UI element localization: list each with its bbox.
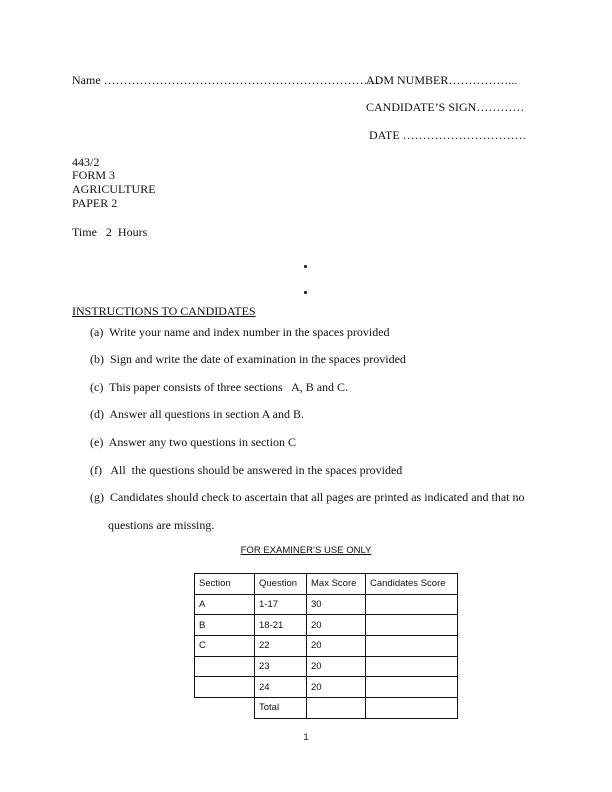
table-cell: 24 — [255, 677, 307, 698]
table-cell: Total — [255, 698, 307, 719]
table-cell — [195, 656, 255, 677]
table-cell — [366, 677, 458, 698]
table-cell: 22 — [255, 636, 307, 657]
candidate-sign-field: CANDIDATE’S SIGN………… — [366, 100, 525, 114]
table-header: Question — [255, 574, 307, 595]
table-header-row — [195, 574, 458, 595]
table-row — [195, 615, 458, 636]
table-cell: C — [195, 636, 255, 657]
table-cell — [195, 677, 255, 698]
table-cell — [366, 656, 458, 677]
table-cell: 20 — [307, 636, 366, 657]
table-cell — [307, 698, 366, 719]
table-cell — [366, 698, 458, 719]
name-field: Name …………………………………………………………… — [72, 73, 380, 87]
table-cell: B — [195, 615, 255, 636]
table-cell: 18-21 — [255, 615, 307, 636]
table-cell — [366, 594, 458, 615]
table-cell: 23 — [255, 656, 307, 677]
table-header: Candidates Score — [366, 574, 458, 595]
page-number: 1 — [303, 732, 309, 743]
instruction-item: (a) Write your name and index number in the spaces provided — [90, 325, 390, 339]
instruction-item: (g) Candidates should check to ascertain that all pages are printed as indicated and that no — [90, 490, 525, 504]
instruction-item: (c) This paper consists of three sections A, B and C. — [90, 380, 349, 394]
table-row-total — [195, 698, 458, 719]
date-field: DATE …………………………. — [369, 128, 526, 142]
instruction-item: (f) All the questions should be answered in the spaces provided — [90, 463, 403, 477]
table-cell: 20 — [307, 615, 366, 636]
table-cell — [366, 636, 458, 657]
table-header: Max Score — [307, 574, 366, 595]
table-row — [195, 677, 458, 698]
table-row — [195, 594, 458, 615]
bullet-dot — [304, 291, 307, 294]
table-cell — [366, 615, 458, 636]
form-level: FORM 3 — [72, 168, 116, 182]
examiner-title: FOR EXAMINER’S USE ONLY — [240, 545, 372, 556]
table-row — [195, 656, 458, 677]
paper-number: PAPER 2 — [72, 196, 118, 210]
instruction-item: questions are missing. — [108, 518, 215, 532]
table-cell: 1-17 — [255, 594, 307, 615]
bullet-dot — [304, 265, 307, 268]
table-header: Section — [195, 574, 255, 595]
subject: AGRICULTURE — [72, 182, 156, 196]
instructions-title: INSTRUCTIONS TO CANDIDATES — [72, 304, 256, 318]
table-cell: 20 — [307, 656, 366, 677]
examiner-score-table — [194, 573, 458, 719]
adm-number-field: ADM NUMBER……………... — [366, 73, 518, 87]
paper-code: 443/2 — [72, 155, 100, 169]
table-cell: A — [195, 594, 255, 615]
table-cell: 30 — [307, 594, 366, 615]
instruction-item: (b) Sign and write the date of examination in the spaces provided — [90, 352, 406, 366]
table-cell: 20 — [307, 677, 366, 698]
instruction-item: (e) Answer any two questions in section C — [90, 435, 296, 449]
time-allowed: Time 2 Hours — [72, 225, 148, 239]
table-cell — [195, 698, 255, 719]
instruction-item: (d) Answer all questions in section A and B. — [90, 407, 304, 421]
table-row — [195, 636, 458, 657]
